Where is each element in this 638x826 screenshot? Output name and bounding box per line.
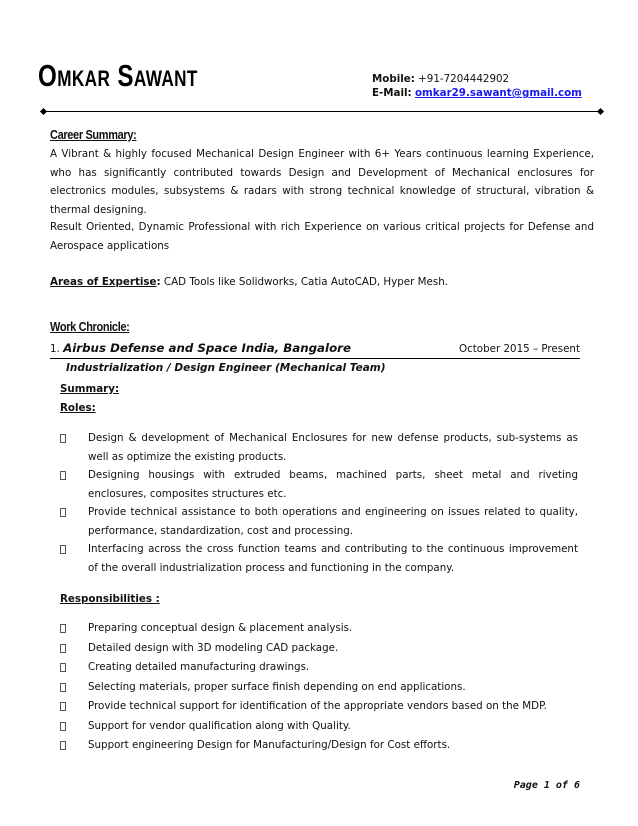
bullet-icon bbox=[60, 429, 68, 451]
list-item: Provide technical assistance to both operations and engineering on issues related to quality, performance, standardization, cost and processing. bbox=[60, 503, 578, 540]
career-summary-heading: Career Summary: bbox=[50, 128, 137, 142]
bullet-icon bbox=[60, 540, 68, 562]
list-item: Provide technical support for identification of the appropriate vendors based on the MDP. bbox=[60, 697, 578, 717]
page-number: Page 1 of 6 bbox=[513, 780, 580, 791]
responsibilities-label: Responsibilities : bbox=[60, 593, 160, 605]
expertise-colon: : bbox=[156, 276, 161, 288]
bullet-icon bbox=[60, 503, 68, 525]
list-item: Preparing conceptual design & placement analysis. bbox=[60, 619, 578, 639]
candidate-name: Omkar Sawant bbox=[38, 58, 198, 93]
list-item: Support engineering Design for Manufacturing/Design for Cost efforts. bbox=[60, 736, 578, 756]
list-item: Creating detailed manufacturing drawings. bbox=[60, 658, 578, 678]
job-header-row bbox=[50, 341, 580, 359]
career-summary-paragraph-2: Result Oriented, Dynamic Professional with rich Experience on various critical projects for Defense and Aerospace applications bbox=[50, 221, 594, 252]
areas-of-expertise bbox=[50, 273, 594, 292]
roles-label: Roles: bbox=[60, 402, 96, 414]
mobile-number: +91-7204442902 bbox=[418, 73, 510, 85]
bullet-icon bbox=[60, 736, 68, 759]
list-item: Support for vendor qualification along with Quality. bbox=[60, 717, 578, 737]
divider-left-diamond-icon bbox=[40, 108, 47, 115]
work-chronicle-heading: Work Chronicle: bbox=[50, 320, 130, 334]
expertise-label: Areas of Expertise bbox=[50, 276, 157, 288]
bullet-icon bbox=[60, 466, 68, 488]
mobile-label: Mobile: bbox=[372, 73, 415, 85]
list-item: Selecting materials, proper surface finish depending on end applications. bbox=[60, 678, 578, 698]
header-divider bbox=[44, 111, 600, 112]
email-label: E-Mail: bbox=[372, 87, 412, 99]
job-number: 1. bbox=[50, 343, 60, 355]
email-link[interactable]: omkar29.sawant@gmail.com bbox=[414, 87, 582, 99]
responsibilities-list bbox=[60, 619, 578, 756]
contact-block bbox=[372, 72, 582, 100]
job-dates: October 2015 – Present bbox=[458, 343, 580, 355]
summary-label: Summary: bbox=[60, 383, 120, 395]
email-line bbox=[372, 86, 582, 100]
list-item: Interfacing across the cross function teams and contributing to the continuous improvement of the overall industrialization process and functioning in the company. bbox=[60, 540, 578, 577]
mobile-line bbox=[372, 72, 582, 86]
roles-list bbox=[60, 429, 578, 577]
company-name: Airbus Defense and Space India, Bangalore bbox=[63, 341, 351, 355]
list-item: Detailed design with 3D modeling CAD package. bbox=[60, 639, 578, 659]
expertise-text: CAD Tools like Solidworks, Catia AutoCAD, Hyper Mesh. bbox=[160, 276, 449, 288]
career-summary-paragraph-1: A Vibrant & highly focused Mechanical Design Engineer with 6+ Years continuous learning Experience, who has significantly contributed towards Design and Development of Mechanical enclosures for electronics modules, subsystems & radars with strong technical knowledge of structural, vibration & thermal designing. bbox=[50, 148, 594, 216]
list-item: Designing housings with extruded beams, machined parts, sheet metal and riveting enclosures, composites structures etc. bbox=[60, 466, 578, 503]
job-role: Industrialization / Design Engineer (Mechanical Team) bbox=[66, 362, 386, 374]
list-item: Design & development of Mechanical Enclosures for new defense products, sub-systems as well as optimize the existing products. bbox=[60, 429, 578, 466]
divider-right-diamond-icon bbox=[597, 108, 604, 115]
